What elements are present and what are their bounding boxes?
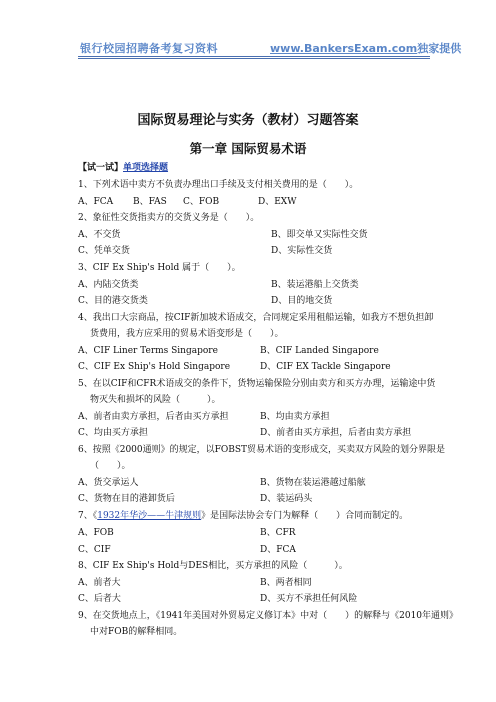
q3-option-a: A、内陆交货类 [78, 280, 139, 290]
q3-option-d: D、目的地交货 [271, 296, 333, 306]
q8-option-c: C、后者大 [78, 594, 121, 604]
q7-pre: 7、《 [78, 511, 98, 521]
q7-option-c: C、CIF [78, 545, 111, 555]
chapter-title: 第一章 国际贸易术语 [189, 141, 307, 156]
q3-option-c: C、目的港交货类 [78, 296, 148, 306]
q2-option-b: B、即交单又实际性交货 [271, 230, 368, 240]
q6-option-d: D、装运码头 [260, 494, 313, 504]
q2-option-a: A、不交货 [78, 230, 121, 240]
q7-option-d: D、FCA [260, 545, 296, 555]
question-9-cont: 中对FOB的解释相同。 [90, 627, 183, 637]
section-heading [78, 162, 168, 174]
question-9: 9、在交货地点上，《1941年美国对外贸易定义修订本》中对（ ）的解释与《2010年通则》 [78, 611, 459, 621]
q7-post: 》是国际法协会专门为解释（ ）合同而制定的。 [201, 511, 409, 521]
q6-option-a: A、货交承运人 [78, 478, 139, 488]
q4-option-a: A、CIF Liner Terms Singapore [78, 346, 218, 356]
q7-option-b: B、CFR [260, 528, 296, 538]
header-divider [78, 56, 430, 57]
q4-option-b: B、CIF Landed Singapore [260, 346, 379, 356]
question-6-cont: （ ）。 [90, 461, 131, 471]
question-4-cont: 货费用，我方应采用的贸易术语变形是（ ）。 [90, 329, 284, 339]
q1-option-b: B、FAS [133, 197, 167, 207]
question-7 [78, 510, 408, 522]
q3-option-b: B、装运港船上交货类 [271, 280, 359, 290]
document-title: 国际贸易理论与实务（教材）习题答案 [137, 113, 359, 128]
question-6: 6、按照《2000通则》的规定，以FOBST贸易术语的变形成交，买卖双方风险的划分界限是 [78, 445, 446, 455]
q2-option-c: C、凭单交货 [78, 246, 130, 256]
page-header [0, 0, 496, 62]
header-divider-2 [78, 58, 430, 59]
q1-option-d: D、EXW [258, 197, 297, 207]
question-8: 8、CIF Ex Ship's Hold与DES相比，买方承担的风险（ ）。 [78, 561, 348, 571]
question-5: 5、在以CIF和CFR术语成交的条件下，货物运输保险分别由卖方和买方办理，运输途中货 [78, 379, 436, 389]
q5-option-a: A、前者由卖方承担，后者由买方承担 [78, 412, 229, 422]
header-url-link[interactable]: www.BankersExam.com [270, 42, 418, 55]
q7-link[interactable]: 1932年华沙——牛津规则 [97, 511, 202, 521]
q5-option-c: C、均由买方承担 [78, 428, 148, 438]
question-2: 2、象征性交货指卖方的交货义务是（ ）。 [78, 213, 260, 223]
q5-option-d: D、前者由买方承担，后者由卖方承担 [260, 428, 412, 438]
header-right-text [270, 40, 461, 56]
q8-option-b: B、两者相同 [260, 578, 312, 588]
q6-option-b: B、货物在装运港越过船舷 [260, 478, 366, 488]
q4-option-c: C、CIF Ex Ship's Hold Singapore [78, 362, 231, 372]
header-left-text: 银行校园招聘备考复习资料 [80, 42, 218, 55]
section-link[interactable]: 单项选择题 [123, 163, 169, 173]
q7-option-a: A、FOB [78, 528, 114, 538]
q2-option-d: D、实际性交货 [271, 246, 333, 256]
q1-option-a: A、FCA [78, 197, 114, 207]
q4-option-d: D、CIF EX Tackle Singapore [260, 362, 391, 372]
q8-option-d: D、买方不承担任何风险 [260, 594, 358, 604]
section-prefix: 【试一试】 [78, 163, 124, 173]
header-suffix: 独家提供 [417, 42, 462, 55]
q6-option-c: C、货物在目的港卸货后 [78, 494, 175, 504]
question-3: 3、CIF Ex Ship's Hold 属于（ ）。 [78, 263, 241, 273]
q8-option-a: A、前者大 [78, 578, 121, 588]
question-4: 4、我出口大宗商品，按CIF新加坡术语成交，合同规定采用租船运输，如我方不想负担卸 [78, 313, 434, 323]
question-1: 1、下列术语中卖方不负责办理出口手续及支付相关费用的是（ ）。 [78, 180, 359, 190]
q5-option-b: B、均由卖方承担 [260, 412, 330, 422]
q1-option-c: C、FOB [183, 197, 220, 207]
question-5-cont: 物灭失和损坏的风险（ ）。 [90, 395, 221, 405]
